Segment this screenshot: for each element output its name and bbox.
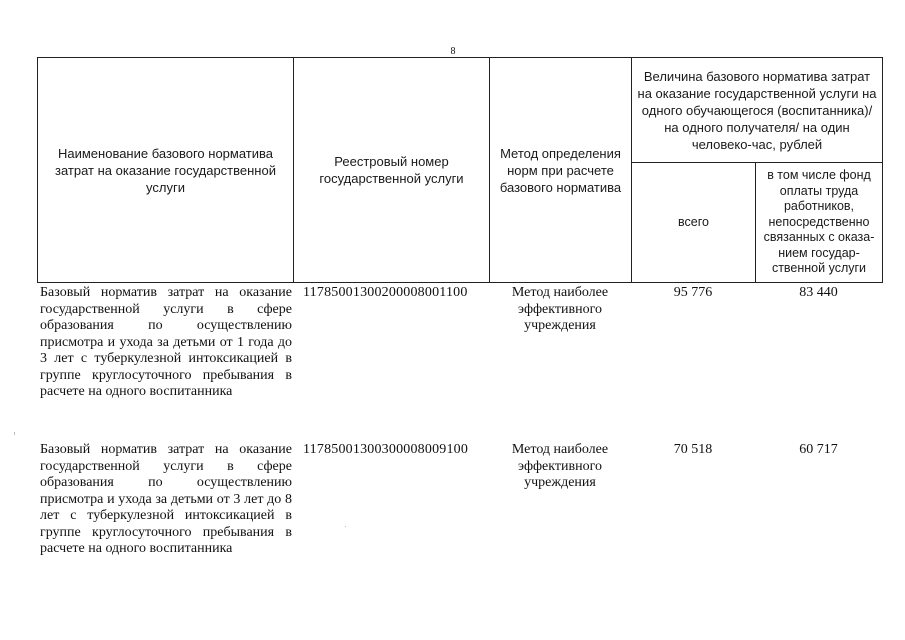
row-name: Базовый норматив затрат на оказание государственной услуги в сфере образования по осуществлению присмотра и ухода за детьми от 3 лет до 8 лет с туберкулезной интоксикацией в группе круглосуточного пребывания в расчете на одного воспитанника [40,442,292,556]
row-registry-number: 11785001300300008009100 [303,442,469,457]
row-method: Метод наиболее эффективного учреждения [511,285,609,333]
row-method: Метод наиболее эффективного учреждения [511,442,609,490]
scan-speck [345,526,346,527]
header-value: Величина базового норматива затрат на оказание государственной услуги на одного обучающегося (воспитанника)/ на одного получателя/ на один человеко-час, рублей [632,58,883,163]
row-total: 95 776 [673,285,713,300]
header-total: всего [632,163,756,283]
header-table [37,57,883,283]
row-fund: 60 717 [799,442,838,457]
row-total: 70 518 [673,442,713,457]
row-fund: 83 440 [799,285,838,300]
row-name: Базовый норматив затрат на оказание государственной услуги в сфере образования по осуществлению присмотра и ухода за детьми от 1 года до 3 лет с туберкулезной интоксикацией в группе круглосуточного пребывания в расчете на одного воспитанника [40,285,292,399]
page-number: 8 [450,46,456,57]
header-fund: в том числе фонд оплаты труда работников, непосредственно связанных с оказа-нием государ-ственной услуги [756,163,883,283]
header-name: Наименование базового норматива затрат на оказание государственной услуги [38,58,294,283]
row-registry-number: 11785001300200008001100 [303,285,468,300]
header-method: Метод определения норм при расчете базового норматива [490,58,632,283]
header-registry: Реестровый номер государственной услуги [294,58,490,283]
scan-speck [14,432,15,435]
